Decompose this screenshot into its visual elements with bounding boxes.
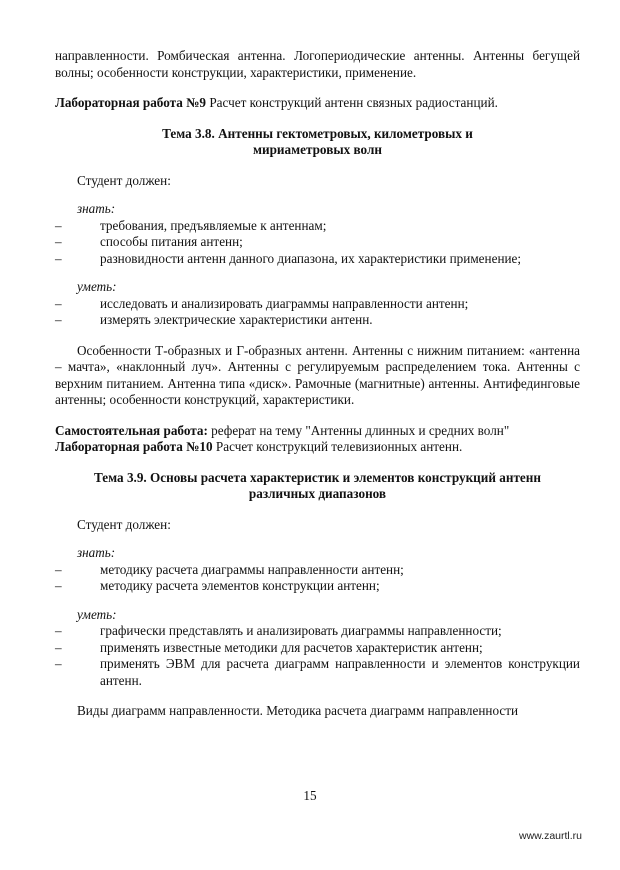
list-item: – применять ЭВМ для расчета диаграмм направленности и элементов конструкции антенн. <box>55 656 580 689</box>
topic39-know-label: знать: <box>77 545 116 560</box>
list-item: – применять известные методики для расчетов характеристик антенн; <box>55 640 580 657</box>
lab10-text: Расчет конструкций телевизионных антенн. <box>212 439 463 454</box>
lab10-label: Лабораторная работа №10 <box>55 439 213 454</box>
lab9-label: Лабораторная работа №9 <box>55 95 207 110</box>
intro-paragraph: направленности. Ромбическая антенна. Логопериодические антенны. Антенны бегущей волны; особенности конструкции, характеристики, применение. <box>55 48 580 80</box>
topic38-know-label: знать: <box>77 201 116 216</box>
self-work-text: реферат на тему "Антенны длинных и средних волн" <box>207 422 510 438</box>
topic38-able-label: уметь: <box>77 279 117 294</box>
site-watermark: www.zaurtl.ru <box>518 830 582 842</box>
list-item: – исследовать и анализировать диаграммы направленности антенн; <box>55 296 580 313</box>
topic38-able-list <box>55 296 580 329</box>
list-item: – методику расчета элементов конструкции антенн; <box>55 578 580 595</box>
list-item: – способы питания антенн; <box>55 234 580 251</box>
topic38-know-list <box>55 218 580 268</box>
page-number: 15 <box>303 788 317 803</box>
topic38-title: Тема 3.8. Антенны гектометровых, километровых и мириаметровых волн <box>162 125 473 157</box>
self-work-label: Самостоятельная работа: <box>55 422 208 438</box>
topic38-body: Особенности Т-образных и Г-образных антенн. Антенны с нижним питанием: «антенна – мачта», «наклонный луч». Антенны с регулируемым распределением тока. Антенны с верхним питанием. Антенна типа «диск». Рамочные (магнитные) антенны. Антифединговые антенны; особенности конструкций, характеристики. <box>55 342 580 407</box>
lab9-text: Расчет конструкций антенн связных радиостанций. <box>206 95 498 110</box>
lab10-line <box>55 439 580 456</box>
topic39-student-must: Студент должен: <box>77 516 171 532</box>
topic39-title: Тема 3.9. Основы расчета характеристик и элементов конструкций антенн различных диапазонов <box>94 469 541 501</box>
list-item: – разновидности антенн данного диапазона, их характеристики применение; <box>55 251 580 268</box>
page-content <box>55 48 580 720</box>
list-item: – методику расчета диаграммы направленности антенн; <box>55 562 580 579</box>
self-work-line <box>55 423 580 440</box>
topic39-body: Виды диаграмм направленности. Методика расчета диаграмм направленности <box>77 703 519 718</box>
lab9-line <box>55 95 580 112</box>
list-item: – графически представлять и анализировать диаграммы направленности; <box>55 623 580 640</box>
topic39-able-list <box>55 623 580 689</box>
topic39-know-list <box>55 562 580 595</box>
list-item: – измерять электрические характеристики антенн. <box>55 312 580 329</box>
list-item: – требования, предъявляемые к антеннам; <box>55 218 580 235</box>
topic38-student-must: Студент должен: <box>77 172 171 188</box>
topic39-able-label: уметь: <box>77 606 117 622</box>
